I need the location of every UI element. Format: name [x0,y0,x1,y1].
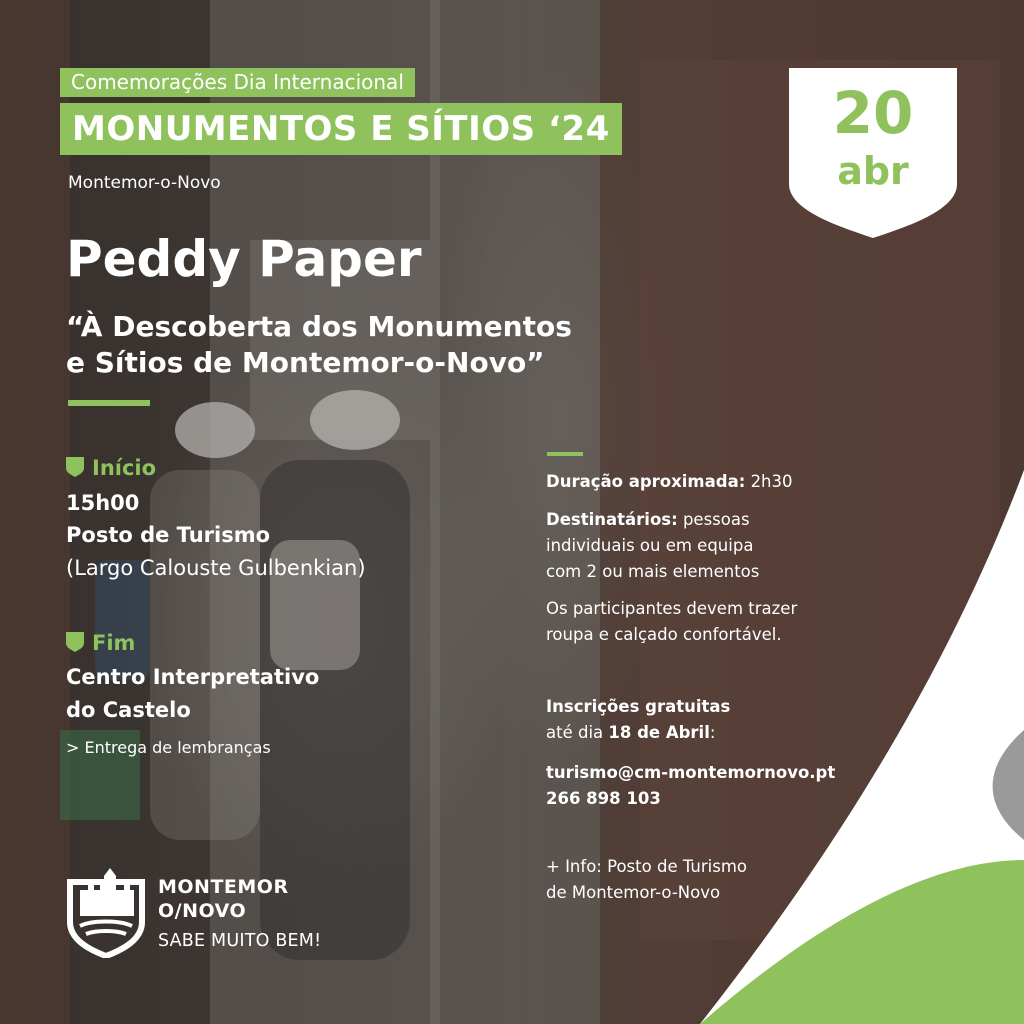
duration-value: 2h30 [750,472,793,491]
contact-info [546,760,835,812]
end-heading-label: Fim [92,631,136,655]
contact-email[interactable]: turismo@cm-montemornovo.pt [546,763,836,782]
event-series-subtitle: Comemorações Dia Internacional [60,68,415,97]
event-subtitle-line: “À Descoberta dos Monumentos [66,310,572,343]
bring-text: Os participantes devem trazer [546,599,798,618]
registration-date: 18 de Abril [608,723,710,742]
registration-heading: Inscrições gratuitas [546,697,731,716]
registration-colon: : [709,723,716,742]
duration-label: Duração aproximada: [546,472,746,491]
end-heading [66,631,135,655]
end-place-line: Centro Interpretativo [66,665,320,689]
more-info-text: de Montemor-o-Novo [546,883,721,902]
start-heading [66,456,156,480]
audience-info [546,507,759,585]
logo-text: MONTEMOR [158,876,289,898]
start-heading-label: Início [92,456,157,480]
more-info-text: + Info: Posto de Turismo [546,857,747,876]
location-label: Montemor-o-Novo [68,173,221,193]
end-place-line: do Castelo [66,698,191,722]
audience-text: pessoas [682,510,750,529]
logo-text: O/NOVO [158,900,247,922]
event-title: Peddy Paper [66,230,422,288]
shield-icon [66,632,84,652]
start-place-detail: (Largo Calouste Gulbenkian) [66,556,366,580]
info-divider-bar [547,452,583,456]
montemor-castle-logo-icon [66,862,146,958]
registration-until: até dia [546,723,609,742]
contact-phone[interactable]: 266 898 103 [546,789,661,808]
date-badge-month: abr [837,149,909,193]
divider-bar [68,400,150,406]
shield-icon [66,457,84,477]
bring-info [546,596,797,648]
duration-info [546,469,793,495]
event-subtitle [66,309,572,381]
audience-text: com 2 ou mais elementos [546,562,760,581]
more-info [546,854,747,906]
event-subtitle-line: e Sítios de Montemor-o-Novo” [66,346,545,379]
start-time: 15h00 [66,491,140,515]
end-note: > Entrega de lembranças [66,738,271,757]
logo-slogan: SABE MUITO BEM! [158,931,322,951]
bring-text: roupa e calçado confortável. [546,625,782,644]
registration-info [546,694,730,746]
audience-text: individuais ou em equipa [546,536,754,555]
start-place: Posto de Turismo [66,523,271,547]
event-series-title: MONUMENTOS E SÍTIOS ‘24 [60,103,622,155]
date-badge-day: 20 [832,79,914,147]
audience-label: Destinatários: [546,510,678,529]
